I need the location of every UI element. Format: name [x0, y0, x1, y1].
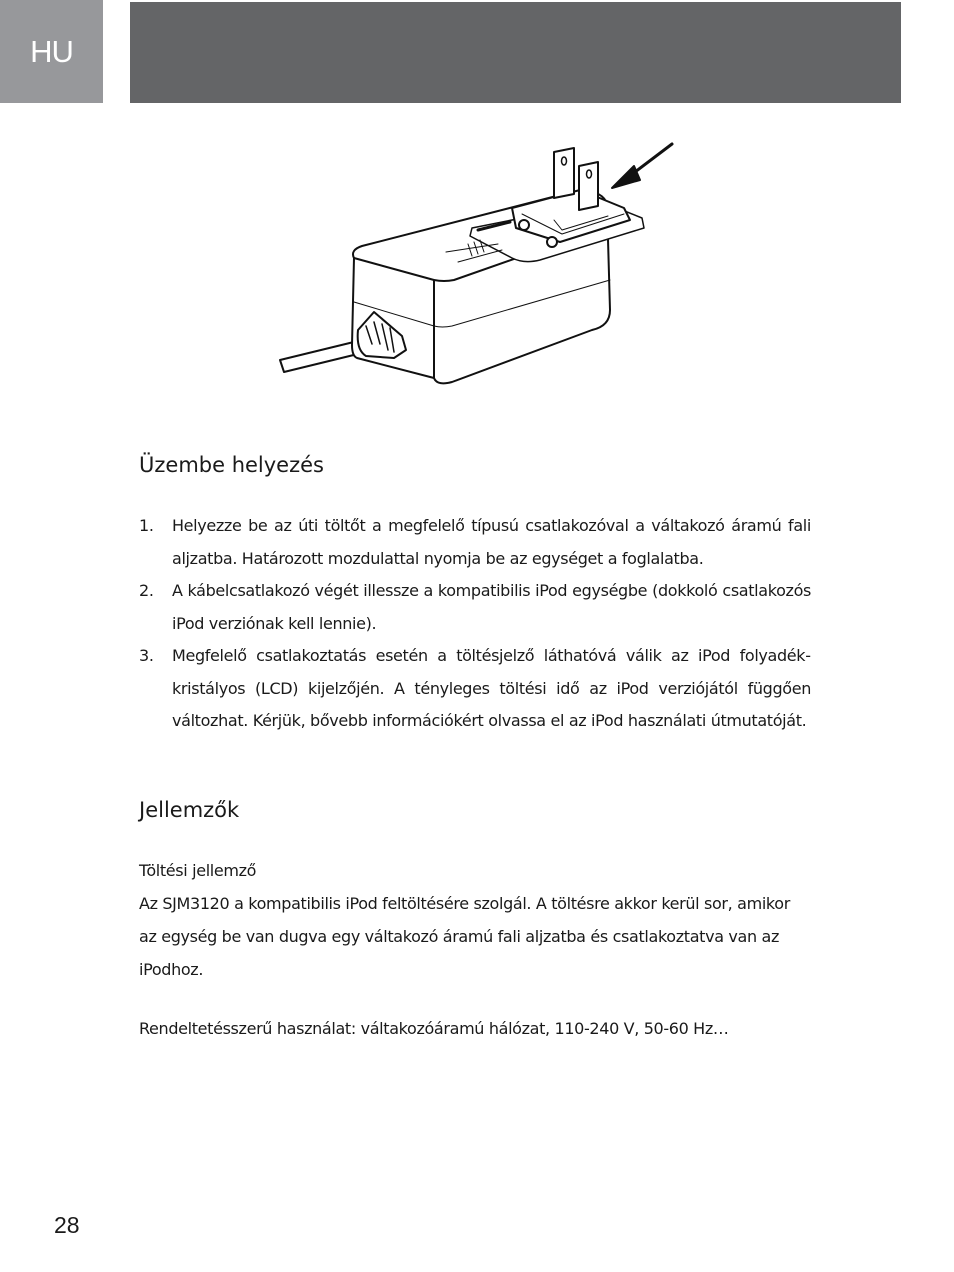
usage-text: Rendeltetésszerű használat: váltakozóáramú hálózat, 110-240 V, 50-60 Hz…	[139, 1019, 729, 1038]
arrow-icon	[612, 144, 672, 188]
language-tab	[0, 0, 103, 103]
section-title-setup: Üzembe helyezés	[139, 453, 324, 477]
features-paragraph: Az SJM3120 a kompatibilis iPod feltöltésére szolgál. A töltésre akkor kerül sor, amikor az egység be van dugva egy váltakozó áramú fali aljzatba és csatlakoztatva van az iPodhoz.	[139, 894, 790, 979]
section-title-features: Jellemzők	[139, 798, 240, 822]
features-block	[139, 854, 811, 986]
language-code: HU	[30, 33, 73, 69]
features-subtitle: Töltési jellemző	[139, 861, 257, 880]
power-adapter-illustration	[262, 130, 682, 400]
page-number: 28	[54, 1212, 80, 1238]
setup-steps-list	[139, 510, 811, 738]
list-item: 3. Megfelelő csatlakoztatás esetén a töltésjelző láthatóvá válik az iPod folyadékkristályos (LCD) kijelzőjén. A tényleges töltési idő az iPod verziójától függően változhat. Kérjük, bővebb információkért olvassa el az iPod használati útmutatóját.	[139, 646, 811, 730]
header-bar	[130, 2, 901, 103]
list-item: 2. A kábelcsatlakozó végét illessze a kompatibilis iPod egységbe (dokkoló csatlakozós iPod verziónak kell lennie).	[139, 581, 811, 633]
list-item: 1. Helyezze be az úti töltőt a megfelelő típusú csatlakozóval a váltakozó áramú fali aljzatba. Határozott mozdulattal nyomja be az egységet a foglalatba.	[139, 516, 811, 568]
